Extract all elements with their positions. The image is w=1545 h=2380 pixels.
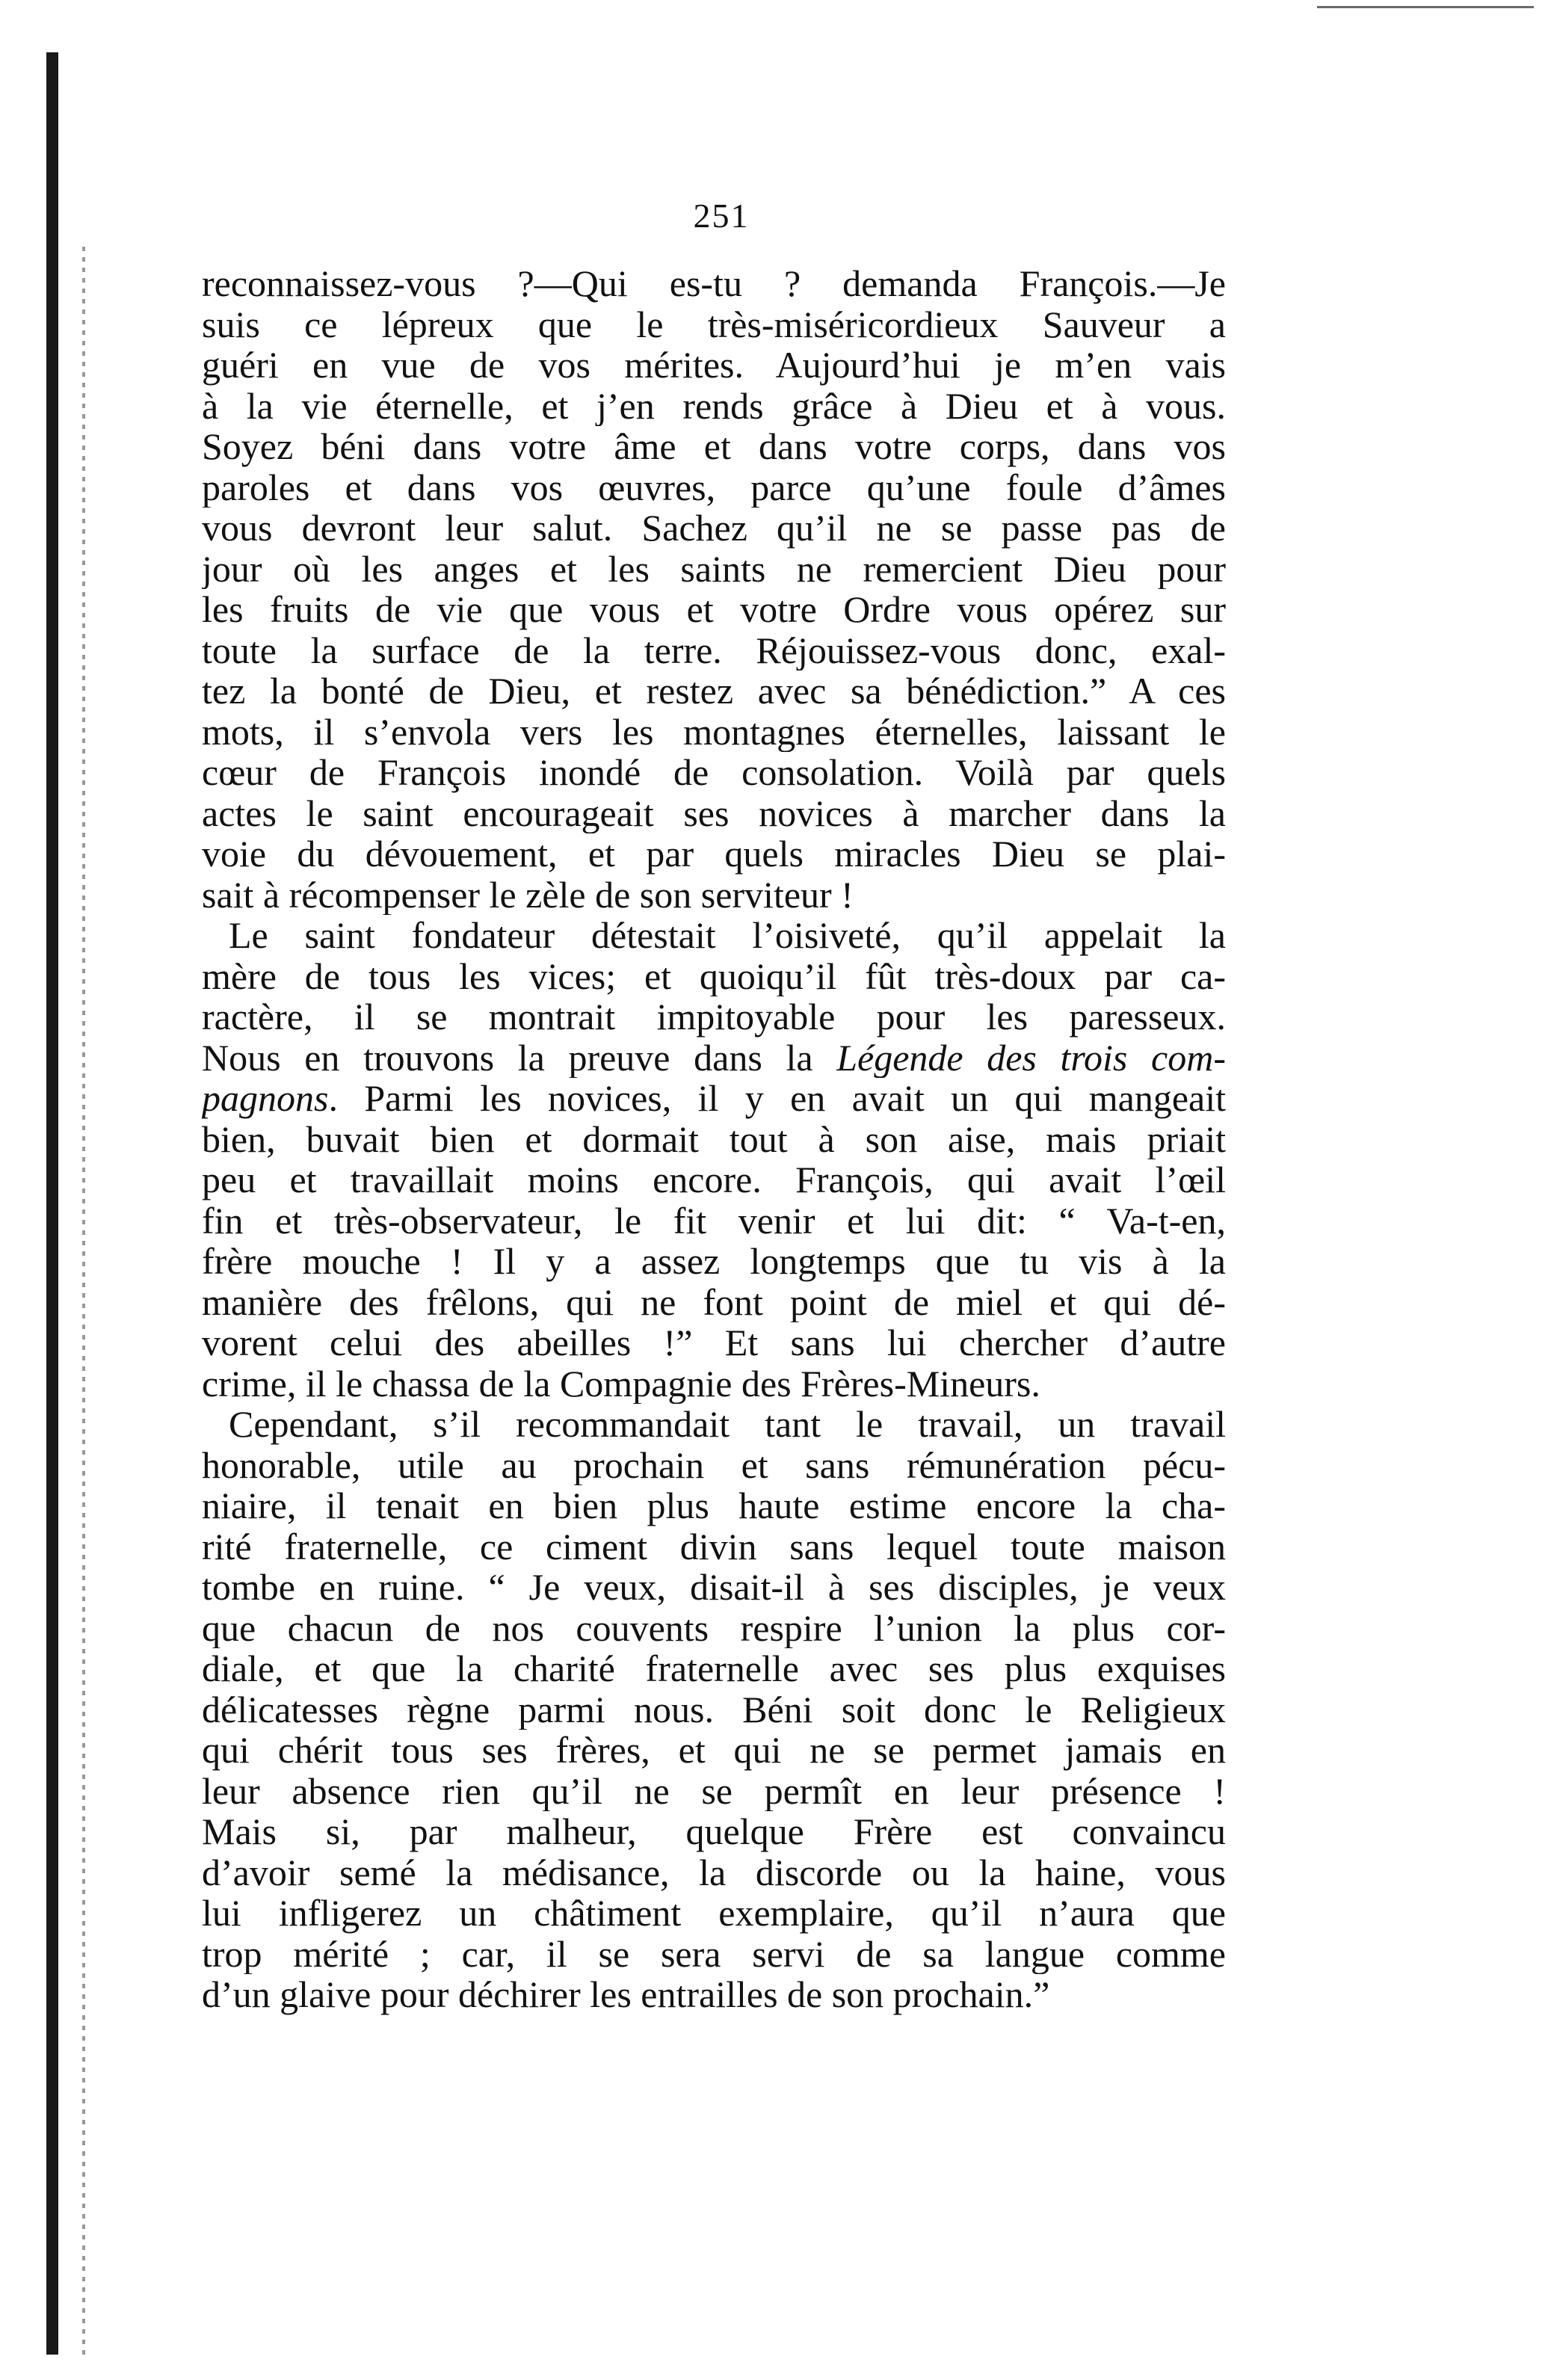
text-line: ractère, il se montrait impitoyable pour les paresseux.: [202, 996, 1226, 1038]
text-line: guéri en vue de vos mérites. Aujourd’hui je m’en vais: [202, 345, 1226, 386]
text-line: tez la bonté de Dieu, et restez avec sa bénédiction.” A ces: [202, 670, 1226, 712]
text-line: d’avoir semé la médisance, la discorde ou la haine, vous: [202, 1852, 1226, 1893]
text-line: à la vie éternelle, et j’en rends grâce à Dieu et à vous.: [202, 385, 1226, 426]
text-line: Cependant, s’il recommandait tant le travail, un travail: [229, 1404, 1226, 1445]
binding-shadow: [82, 247, 85, 2355]
text-line: délicatesses règne parmi nous. Béni soit donc le Religieux: [202, 1689, 1226, 1730]
text-line: les fruits de vie que vous et votre Ordre vous opérez sur: [202, 589, 1226, 630]
text-line: Le saint fondateur détestait l’oisiveté, qu’il appelait la: [229, 915, 1226, 956]
text-line: toute la surface de la terre. Réjouissez-vous donc, exal-: [202, 629, 1226, 670]
page-number: 251: [693, 197, 750, 235]
text-line: d’un glaive pour déchirer les entrailles de son prochain.”: [202, 1974, 1050, 2015]
text-line: actes le saint encourageait ses novices à marcher dans la: [202, 792, 1226, 833]
text-line: fin et très-observateur, le fit venir et lui dit: “ Va-t-en,: [202, 1200, 1226, 1241]
text-line: bien, buvait bien et dormait tout à son aise, mais priait: [202, 1118, 1226, 1159]
text-line: lui infligerez un châtiment exemplaire, qu’il n’aura que: [202, 1893, 1226, 1934]
text-line: Mais si, par malheur, quelque Frère est convaincu: [202, 1811, 1226, 1852]
text-line: manière des frêlons, qui ne font point de miel et qui dé-: [202, 1281, 1226, 1322]
text-line: qui chérit tous ses frères, et qui ne se permet jamais en: [202, 1730, 1226, 1771]
text-line: trop mérité ; car, il se sera servi de sa langue comme: [202, 1933, 1226, 1974]
text-line: vous devront leur salut. Sachez qu’il ne se passe pas de: [202, 508, 1226, 549]
text-line: mère de tous les vices; et quoiqu’il fût très-doux par ca-: [202, 955, 1226, 996]
text-line: que chacun de nos couvents respire l’union la plus cor-: [202, 1607, 1226, 1648]
text-line: tombe en ruine. “ Je veux, disait-il à ses disciples, je veux: [202, 1567, 1226, 1608]
text-line: peu et travaillait moins encore. François, qui avait l’œil: [202, 1159, 1226, 1200]
text-line: niaire, il tenait en bien plus haute estime encore la cha-: [202, 1485, 1226, 1526]
text-line: sait à récompenser le zèle de son serviteur !: [202, 874, 854, 915]
text-line: diale, et que la charité fraternelle avec ses plus exquises: [202, 1648, 1226, 1689]
text-line: frère mouche ! Il y a assez longtemps que tu vis à la: [202, 1241, 1226, 1282]
body-text: [202, 263, 1226, 2015]
binding-edge: [46, 52, 58, 2355]
text-line: reconnaissez-vous ?—Qui es-tu ? demanda François.—Je: [202, 263, 1226, 304]
text-line: paroles et dans vos œuvres, parce qu’une foule d’âmes: [202, 466, 1226, 508]
text-line: mots, il s’envola vers les montagnes éternelles, laissant le: [202, 711, 1226, 752]
text-line: leur absence rien qu’il ne se permît en leur présence !: [202, 1770, 1226, 1811]
text-line: rité fraternelle, ce ciment divin sans lequel toute maison: [202, 1526, 1226, 1567]
text-line: crime, il le chassa de la Compagnie des Frères-Mineurs.: [202, 1363, 1040, 1404]
text-line: suis ce lépreux que le très-miséricordieux Sauveur a: [202, 303, 1226, 345]
text-line: honorable, utile au prochain et sans rémunération pécu-: [202, 1444, 1226, 1485]
text-line: cœur de François inondé de consolation. Voilà par quels: [202, 752, 1226, 793]
text-line: Soyez béni dans votre âme et dans votre corps, dans vos: [202, 426, 1226, 467]
top-rule: [1317, 6, 1534, 8]
text-line: jour où les anges et les saints ne remercient Dieu pour: [202, 548, 1226, 589]
text-line: vorent celui des abeilles !” Et sans lui chercher d’autre: [202, 1322, 1226, 1363]
text-line: Nous en trouvons la preuve dans la Légende des trois com-: [202, 1037, 1226, 1078]
text-line: pagnons. Parmi les novices, il y en avait un qui mangeait: [202, 1078, 1226, 1119]
text-line: voie du dévouement, et par quels miracles Dieu se plai-: [202, 833, 1226, 875]
